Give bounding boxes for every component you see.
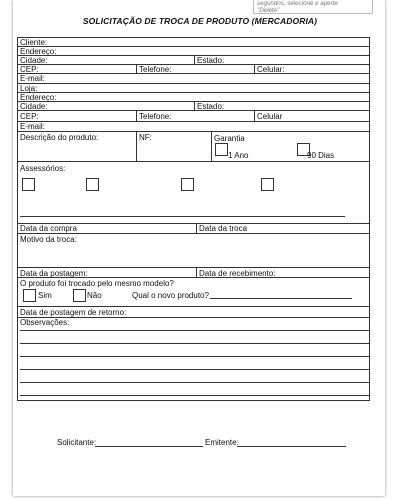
- accessory-checkbox-1[interactable]: [22, 178, 35, 191]
- client-state-cell[interactable]: [194, 56, 371, 64]
- client-address-label: Endereço:: [20, 47, 57, 56]
- client-email-label: E-mail:: [20, 74, 45, 83]
- exchange-form: [17, 37, 370, 401]
- store-address-label: Endereço:: [20, 93, 57, 102]
- warranty-label: Garantia: [214, 134, 245, 143]
- warranty-1-year-label: 1 Ano: [228, 151, 249, 160]
- same-model-yes-checkbox[interactable]: [23, 289, 36, 302]
- requester-signature-label: Solicitante:: [57, 438, 97, 447]
- return-post-row[interactable]: [18, 307, 369, 318]
- store-email-row[interactable]: [18, 122, 369, 132]
- product-description-label: Descrição do produto:: [20, 133, 99, 142]
- accessories-fill-line[interactable]: [20, 216, 345, 217]
- accessory-checkbox-4[interactable]: [261, 178, 274, 191]
- observation-line-1[interactable]: [20, 330, 369, 331]
- purchase-date-label: Data da compra: [20, 224, 77, 233]
- note-line-2: "Delete": [257, 6, 280, 14]
- observations-label: Observações:: [20, 318, 70, 327]
- store-address-row[interactable]: [18, 93, 369, 102]
- store-cep-label: CEP:: [20, 112, 39, 121]
- store-mobile-label: Celular: [257, 112, 283, 121]
- new-product-line[interactable]: [210, 298, 352, 299]
- same-model-yes-label: Sim: [38, 291, 52, 300]
- store-phone-label: Telefone:: [139, 112, 172, 121]
- client-city-label: Cidade:: [20, 56, 48, 65]
- instruction-note: [253, 0, 373, 14]
- note-line-1: segundos, selecione e aperte: [257, 0, 338, 7]
- store-city-label: Cidade:: [20, 102, 48, 111]
- nf-cell[interactable]: [136, 132, 211, 161]
- same-model-row: [18, 278, 369, 307]
- client-label: Cliente:: [20, 38, 48, 47]
- issuer-signature-label: Emitente:: [205, 438, 239, 447]
- client-mobile-label: Celular:: [257, 65, 285, 74]
- nf-label: NF:: [139, 133, 152, 142]
- exchange-date-label: Data da troca: [199, 224, 248, 233]
- post-date-label: Data da postagem:: [20, 269, 88, 278]
- accessories-label: Assessórios:: [20, 164, 66, 173]
- observation-line-5[interactable]: [20, 382, 369, 383]
- store-phone-cell[interactable]: [136, 111, 254, 121]
- observation-line-6[interactable]: [20, 395, 369, 396]
- requester-signature-line[interactable]: [95, 446, 203, 447]
- reason-row[interactable]: [18, 234, 369, 268]
- store-contact-row: [18, 111, 369, 122]
- client-row[interactable]: [18, 38, 369, 47]
- store-state-label: Estado:: [197, 102, 225, 111]
- store-label: Loja:: [20, 84, 38, 93]
- client-contact-row: [18, 65, 369, 74]
- same-model-question: O produto foi trocado pelo mesmo modelo?: [20, 279, 174, 288]
- warranty-1-year-checkbox[interactable]: [215, 143, 228, 156]
- product-row: [18, 132, 369, 162]
- client-mobile-cell[interactable]: [254, 65, 371, 73]
- store-email-label: E-mail:: [20, 122, 45, 131]
- same-model-no-checkbox[interactable]: [73, 289, 86, 302]
- client-phone-label: Telefone:: [139, 65, 172, 74]
- accessory-checkbox-2[interactable]: [86, 178, 99, 191]
- posting-row: [18, 268, 369, 278]
- accessory-checkbox-3[interactable]: [181, 178, 194, 191]
- observation-line-3[interactable]: [20, 356, 369, 357]
- client-city-row: [18, 56, 369, 65]
- store-row[interactable]: [18, 84, 369, 93]
- issuer-signature-line[interactable]: [237, 446, 346, 447]
- client-cep-label: CEP:: [20, 65, 39, 74]
- return-post-date-label: Data de postagem de retorno:: [20, 308, 127, 317]
- client-state-label: Estado:: [197, 56, 225, 65]
- form-title: SOLICITAÇÃO DE TROCA DE PRODUTO (MERCADORIA): [82, 16, 318, 26]
- receive-date-cell[interactable]: [196, 268, 371, 277]
- store-state-cell[interactable]: [194, 102, 371, 110]
- client-address-row[interactable]: [18, 47, 369, 56]
- same-model-no-label: Não: [87, 291, 102, 300]
- client-email-row[interactable]: [18, 74, 369, 84]
- observation-line-4[interactable]: [20, 369, 369, 370]
- new-product-label: Qual o novo produto?: [132, 291, 209, 300]
- receive-date-label: Data de recebimento:: [199, 269, 276, 278]
- store-mobile-cell[interactable]: [254, 111, 371, 121]
- observation-line-2[interactable]: [20, 343, 369, 344]
- accessories-row: [18, 162, 369, 224]
- warranty-cell: [211, 132, 371, 161]
- observations-row: [18, 318, 369, 400]
- client-phone-cell[interactable]: [136, 65, 254, 73]
- dates-row: [18, 224, 369, 234]
- store-city-row: [18, 102, 369, 111]
- exchange-date-cell[interactable]: [196, 224, 371, 233]
- reason-label: Motivo da troca:: [20, 235, 77, 244]
- warranty-90-days-label: 90 Dias: [307, 151, 335, 160]
